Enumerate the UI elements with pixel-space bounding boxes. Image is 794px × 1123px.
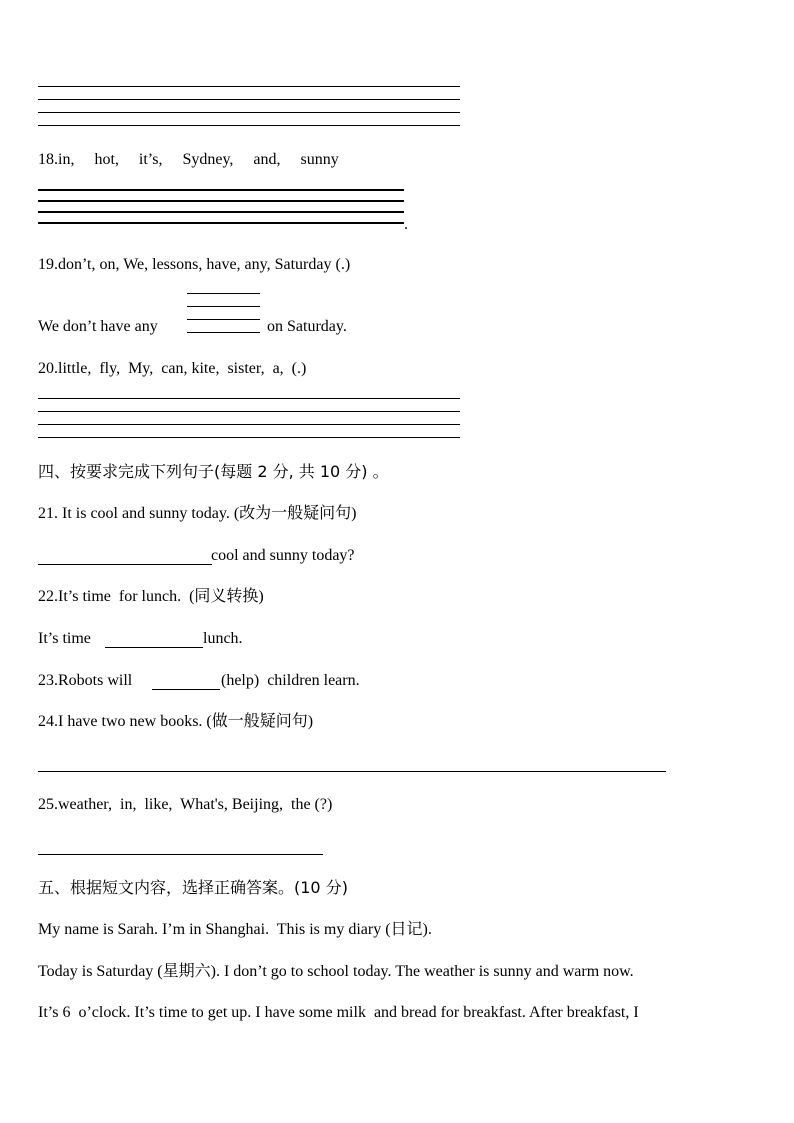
question-23-sentence-start: 23.Robots will [38,672,133,689]
answer-line[interactable] [187,319,260,320]
answer-line[interactable] [38,211,404,213]
answer-line[interactable] [38,398,460,399]
answer-line[interactable] [38,424,460,425]
answer-line[interactable] [187,332,260,333]
question-21-prompt: 21. It is cool and sunny today. (改为一般疑问句) [38,505,357,522]
question-23-sentence-end: (help) children learn. [221,672,360,689]
question-24-prompt: 24.I have two new books. (做一般疑问句) [38,713,314,730]
passage-line: Today is Saturday (星期六). I don’t go to school today. The weather is sunny and warm now. [38,963,634,980]
end-period: . [404,216,408,233]
answer-blank[interactable] [105,647,203,648]
answer-line[interactable] [38,222,404,224]
question-19-sentence-start: We don’t have any [38,318,158,335]
question-19-sentence-end: on Saturday. [267,318,347,335]
question-22-sentence-start: It’s time [38,630,91,647]
answer-line[interactable] [38,437,460,438]
answer-blank[interactable] [38,564,212,565]
answer-line[interactable] [38,411,460,412]
answer-line[interactable] [38,112,460,113]
answer-line[interactable] [38,189,404,191]
question-22-sentence-end: lunch. [203,630,243,647]
answer-line[interactable] [38,200,404,202]
answer-line[interactable] [38,86,460,87]
question-20-prompt: 20.little, fly, My, can, kite, sister, a, (.) [38,360,307,377]
section-5-title: 五、根据短文内容，选择正确答案。(10 分) [38,878,348,897]
question-21-sentence-end: cool and sunny today? [211,547,355,564]
answer-line[interactable] [38,99,460,100]
section-4-title: 四、按要求完成下列句子(每题 2 分, 共 10 分) 。 [38,462,389,481]
question-19-prompt: 19.don’t, on, We, lessons, have, any, Saturday (.) [38,256,351,273]
answer-line[interactable] [38,125,460,126]
passage-line: My name is Sarah. I’m in Shanghai. This is my diary (日记). [38,921,432,938]
answer-line[interactable] [187,306,260,307]
answer-line[interactable] [187,293,260,294]
answer-blank[interactable] [152,689,220,690]
answer-line[interactable] [38,854,323,855]
question-18-prompt: 18.in, hot, it’s, Sydney, and, sunny [38,151,339,168]
question-22-prompt: 22.It’s time for lunch. (同义转换) [38,588,264,605]
answer-line[interactable] [38,771,666,772]
question-25-prompt: 25.weather, in, like, What's, Beijing, the (?) [38,796,333,813]
passage-line: It’s 6 o’clock. It’s time to get up. I have some milk and bread for breakfast. After breakfast, I [38,1004,639,1021]
